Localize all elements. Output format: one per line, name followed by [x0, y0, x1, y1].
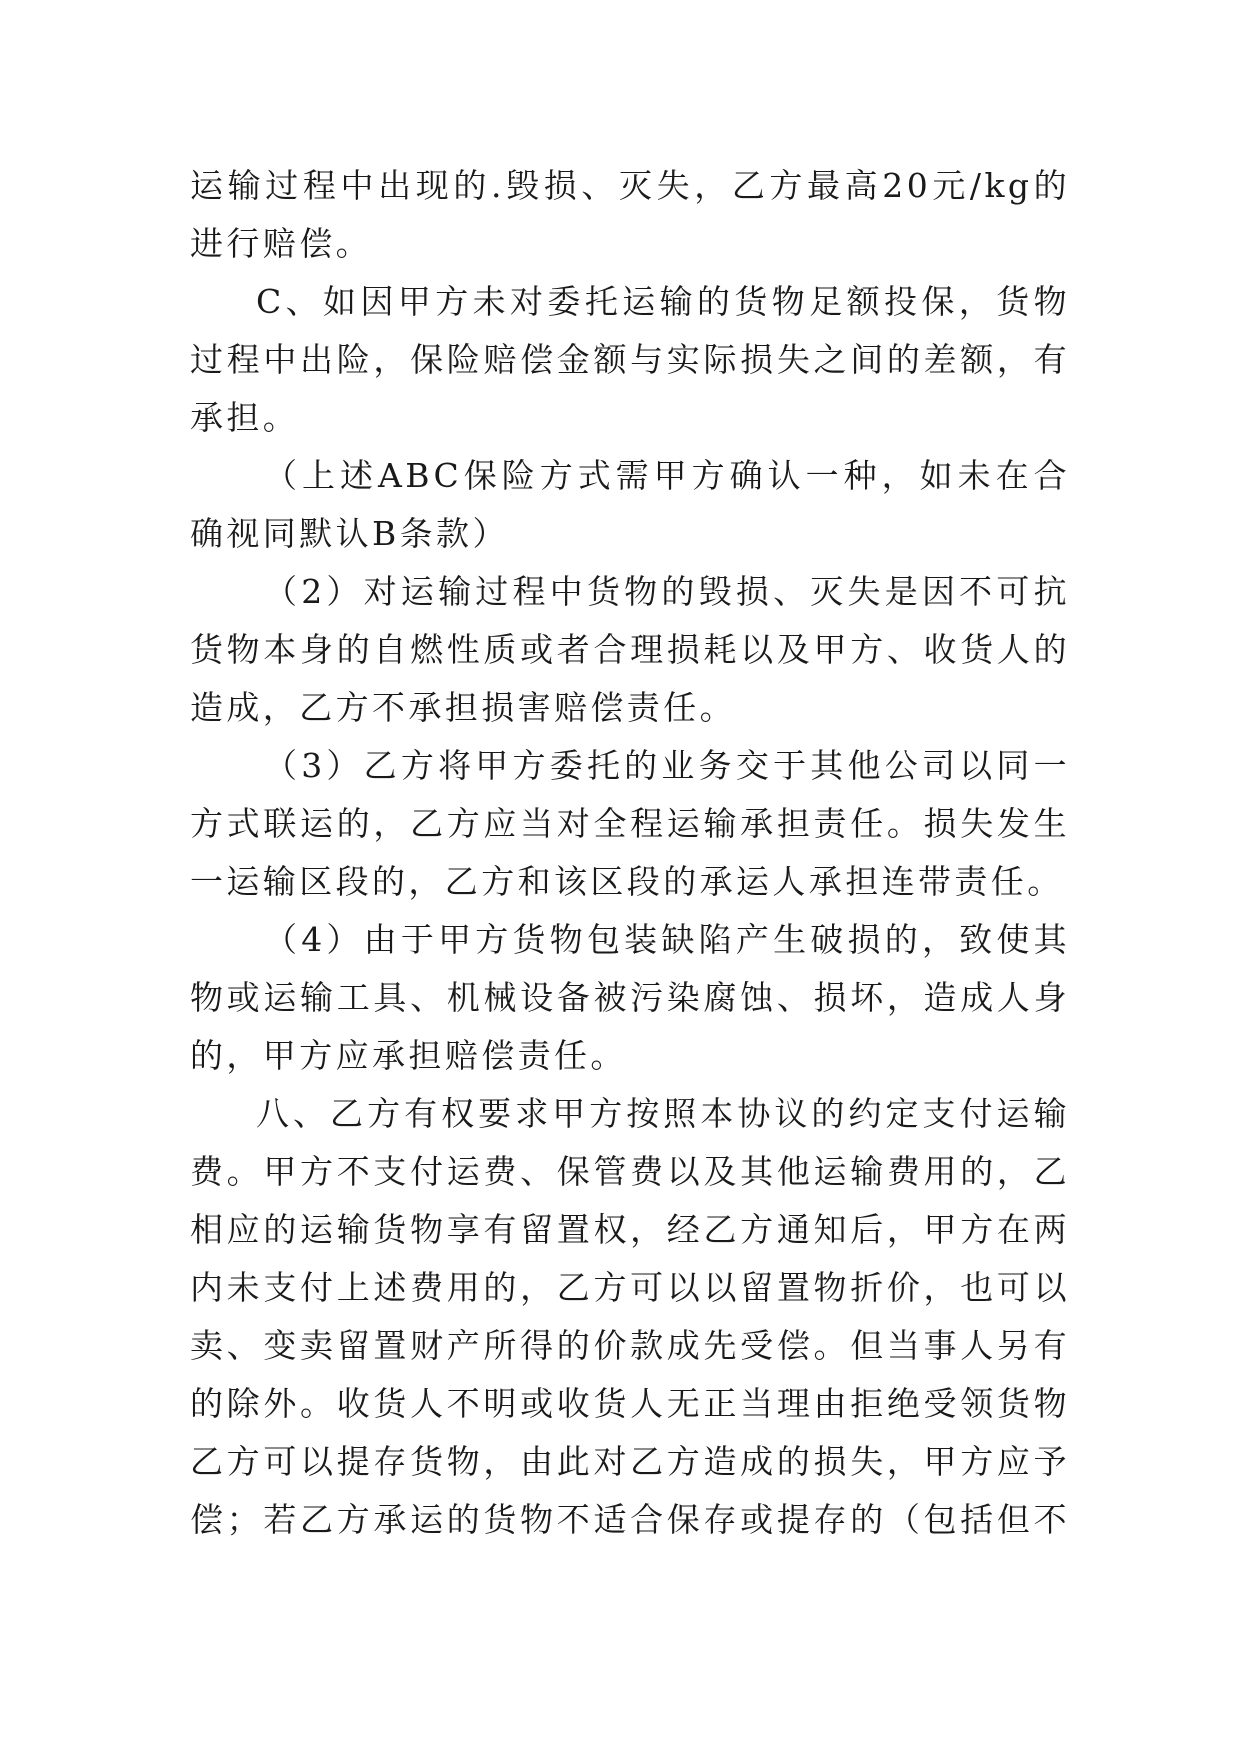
text-line: （4）由于甲方货物包装缺陷产生破损的，致使其 — [264, 920, 1070, 959]
text-line: 承担。 — [190, 398, 300, 437]
text-line: （2）对运输过程中货物的毁损、灭失是因不可抗 — [264, 572, 1070, 611]
text-line: （3）乙方将甲方委托的业务交于其他公司以同一 — [264, 746, 1070, 785]
text-line: 偿；若乙方承运的货物不适合保存或提存的（包括但不 — [190, 1500, 1070, 1539]
text-line: （上述ABC保险方式需甲方确认一种，如未在合 — [264, 456, 1070, 495]
text-line: 过程中出险，保险赔偿金额与实际损失之间的差额，有 — [190, 340, 1070, 379]
text-line: 确视同默认B条款） — [190, 514, 509, 553]
text-line: 方式联运的，乙方应当对全程运输承担责任。损失发生 — [190, 804, 1070, 843]
text-line: 八、乙方有权要求甲方按照本协议的约定支付运输 — [256, 1094, 1070, 1133]
text-line: C、如因甲方未对委托运输的货物足额投保，货物 — [256, 282, 1070, 321]
text-line: 卖、变卖留置财产所得的价款成先受偿。但当事人另有 — [190, 1326, 1070, 1365]
text-line: 造成，乙方不承担损害赔偿责任。 — [190, 688, 736, 727]
contract-text-body — [190, 157, 1070, 1549]
text-line: 内未支付上述费用的，乙方可以以留置物折价，也可以 — [190, 1268, 1070, 1307]
text-line: 费。甲方不支付运费、保管费以及其他运输费用的，乙 — [190, 1152, 1070, 1191]
text-line: 乙方可以提存货物，由此对乙方造成的损失，甲方应予 — [190, 1442, 1070, 1481]
text-line: 运输过程中出现的.毁损、灭失，乙方最高20元/kg的 — [190, 166, 1070, 205]
text-line: 物或运输工具、机械设备被污染腐蚀、损坏，造成人身 — [190, 978, 1070, 1017]
text-line: 货物本身的自燃性质或者合理损耗以及甲方、收货人的 — [190, 630, 1070, 669]
text-line: 的除外。收货人不明或收货人无正当理由拒绝受领货物 — [190, 1384, 1070, 1423]
text-line: 一运输区段的，乙方和该区段的承运人承担连带责任。 — [190, 862, 1064, 901]
text-line: 相应的运输货物享有留置权，经乙方通知后，甲方在两 — [190, 1210, 1070, 1249]
text-line: 的，甲方应承担赔偿责任。 — [190, 1036, 627, 1075]
text-line: 进行赔偿。 — [190, 224, 372, 263]
